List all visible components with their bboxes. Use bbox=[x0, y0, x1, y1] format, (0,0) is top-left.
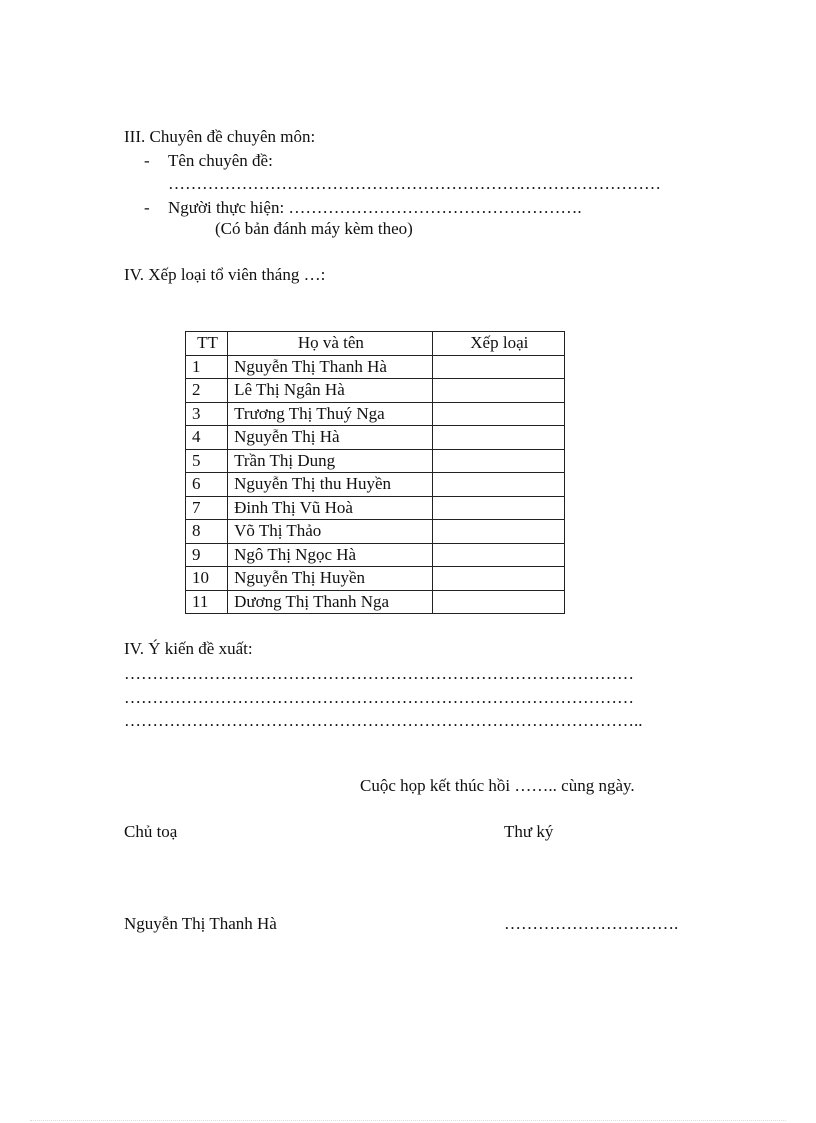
cell-name: Trương Thị Thuý Nga bbox=[228, 402, 433, 426]
cell-tt: 6 bbox=[186, 473, 228, 497]
cell-name: Nguyễn Thị thu Huyền bbox=[228, 473, 433, 497]
cell-name: Ngô Thị Ngọc Hà bbox=[228, 543, 433, 567]
cell-rank bbox=[432, 543, 564, 567]
proposal-dotted-line: ……………………………………………………………………………… bbox=[124, 664, 634, 683]
secretary-label: Thư ký bbox=[504, 822, 554, 841]
cell-name: Nguyễn Thị Thanh Hà bbox=[228, 355, 433, 379]
cell-tt: 1 bbox=[186, 355, 228, 379]
cell-rank bbox=[432, 402, 564, 426]
section-3-heading: III. Chuyên đề chuyên môn: bbox=[124, 127, 316, 146]
cell-tt: 11 bbox=[186, 590, 228, 614]
table-header-row bbox=[186, 332, 565, 356]
column-header-rank: Xếp loại bbox=[432, 332, 564, 356]
section-4-heading: IV. Xếp loại tổ viên tháng …: bbox=[124, 265, 326, 284]
section-5-heading: IV. Ý kiến đề xuất: bbox=[124, 639, 253, 658]
cell-name: Nguyễn Thị Huyền bbox=[228, 567, 433, 591]
table-row bbox=[186, 402, 565, 426]
proposal-dotted-line: ……………………………………………………………………………….. bbox=[124, 711, 643, 730]
cell-tt: 5 bbox=[186, 449, 228, 473]
proposal-dotted-line: ……………………………………………………………………………… bbox=[124, 688, 634, 707]
table-row bbox=[186, 426, 565, 450]
cell-rank bbox=[432, 473, 564, 497]
bullet-dash: - bbox=[144, 198, 150, 217]
table-row bbox=[186, 496, 565, 520]
column-header-tt: TT bbox=[186, 332, 228, 356]
cell-name: Đinh Thị Vũ Hoà bbox=[228, 496, 433, 520]
bullet-dash: - bbox=[144, 151, 150, 170]
cell-rank bbox=[432, 426, 564, 450]
cell-rank bbox=[432, 590, 564, 614]
member-rating-table bbox=[185, 331, 565, 614]
attachment-note: (Có bản đánh máy kèm theo) bbox=[215, 219, 413, 238]
cell-rank bbox=[432, 355, 564, 379]
cell-tt: 3 bbox=[186, 402, 228, 426]
cell-tt: 9 bbox=[186, 543, 228, 567]
cell-name: Võ Thị Thảo bbox=[228, 520, 433, 544]
cell-rank bbox=[432, 379, 564, 403]
cell-tt: 8 bbox=[186, 520, 228, 544]
column-header-name: Họ và tên bbox=[228, 332, 433, 356]
cell-tt: 4 bbox=[186, 426, 228, 450]
table-row bbox=[186, 520, 565, 544]
table-row bbox=[186, 543, 565, 567]
table-row bbox=[186, 567, 565, 591]
cell-tt: 10 bbox=[186, 567, 228, 591]
table-row bbox=[186, 449, 565, 473]
chair-label: Chủ toạ bbox=[124, 822, 178, 841]
meeting-closing-line: Cuộc họp kết thúc hồi …….. cùng ngày. bbox=[360, 776, 635, 795]
topic-name-label: Tên chuyên đề: bbox=[168, 151, 273, 170]
presenter-line: Người thực hiện: ……………………………………………. bbox=[168, 198, 582, 217]
table-row bbox=[186, 590, 565, 614]
cell-name: Dương Thị Thanh Nga bbox=[228, 590, 433, 614]
table-row bbox=[186, 473, 565, 497]
cell-tt: 2 bbox=[186, 379, 228, 403]
cell-name: Lê Thị Ngân Hà bbox=[228, 379, 433, 403]
table-row bbox=[186, 355, 565, 379]
cell-rank bbox=[432, 520, 564, 544]
table-row bbox=[186, 379, 565, 403]
cell-rank bbox=[432, 496, 564, 520]
cell-name: Nguyễn Thị Hà bbox=[228, 426, 433, 450]
secretary-name: …………………………. bbox=[504, 914, 679, 933]
chair-name: Nguyễn Thị Thanh Hà bbox=[124, 914, 277, 933]
topic-name-dotted-line: …………………………………………………………………………… bbox=[168, 174, 661, 193]
cell-name: Trần Thị Dung bbox=[228, 449, 433, 473]
cell-rank bbox=[432, 567, 564, 591]
cell-tt: 7 bbox=[186, 496, 228, 520]
page-bottom-rule bbox=[30, 1120, 786, 1121]
cell-rank bbox=[432, 449, 564, 473]
